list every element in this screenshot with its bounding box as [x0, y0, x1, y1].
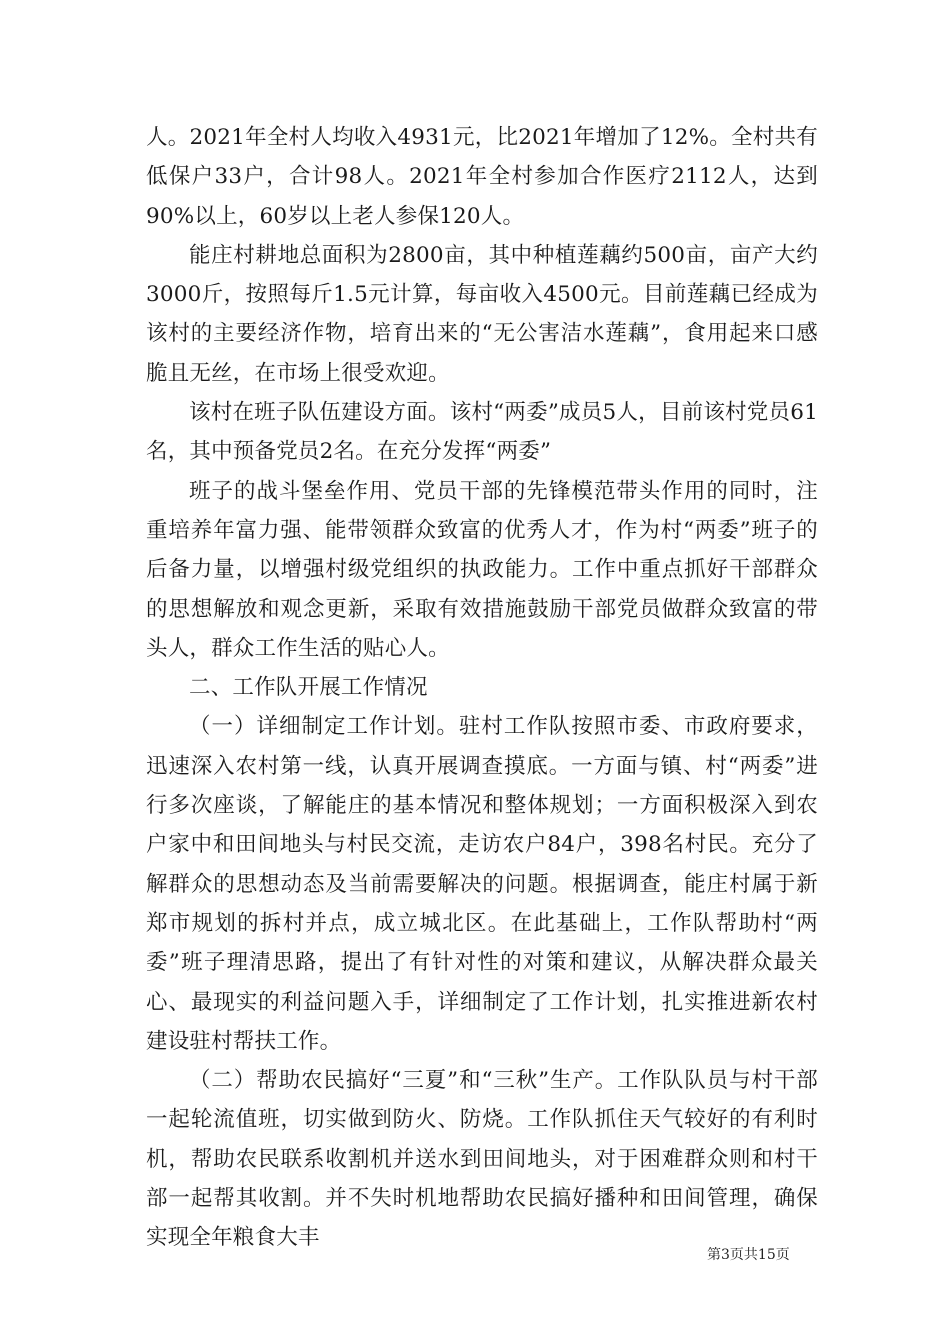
paragraph-income-statistics: 人。2021年全村人均收入4931元，比2021年增加了12%。全村共有低保户33户，合计98人。2021年全村参加合作医疗2112人，达到90%以上，60岁以上老人参保120人。 — [146, 125, 818, 229]
section-heading-work-status: 二、工作队开展工作情况 — [189, 675, 428, 701]
paragraph-farmland-lotus: 能庄村耕地总面积为2800亩，其中种植莲藕约500亩，亩产大约3000斤，按照每斤1.5元计算，每亩收入4500元。目前莲藕已经成为该村的主要经济作物，培育出来的“无公害洁水莲藕”，食用起来口感脆且无丝，在市场上很受欢迎。 — [146, 242, 818, 386]
paragraph-work-plan: （一）详细制定工作计划。驻村工作队按照市委、市政府要求，迅速深入农村第一线，认真开展调查摸底。一方面与镇、村“两委”进行多次座谈，了解能庄的基本情况和整体规划；一方面积极深入到农户家中和田间地头与村民交流，走访农户84户，398名村民。充分了解群众的思想动态及当前需要解决的问题。根据调查，能庄村属于新郑市规划的拆村并点，成立城北区。在此基础上，工作队帮助村“两委”班子理清思路，提出了有针对性的对策和建议，从解决群众最关心、最现实的利益问题入手，详细制定了工作计划，扎实推进新农村建设驻村帮扶工作。 — [146, 714, 818, 1054]
paragraph-party-role: 班子的战斗堡垒作用、党员干部的先锋模范带头作用的同时，注重培养年富力强、能带领群众致富的优秀人才，作为村“两委”班子的后备力量，以增强村级党组织的执政能力。工作中重点抓好干部群众的思想解放和观念更新，采取有效措施鼓励干部党员做群众致富的带头人，群众工作生活的贴心人。 — [146, 478, 818, 661]
paragraph-team-building: 该村在班子队伍建设方面。该村“两委”成员5人，目前该村党员61名，其中预备党员2名。在充分发挥“两委” — [146, 400, 818, 465]
document-body — [146, 118, 818, 1258]
paragraph-harvest-help: （二）帮助农民搞好“三夏”和“三秋”生产。工作队队员与村干部一起轮流值班，切实做到防火、防烧。工作队抓住天气较好的有利时机，帮助农民联系收割机并送水到田间地头，对于困难群众则和村干部一起帮其收割。并不失时机地帮助农民搞好播种和田间管理，确保实现全年粮食大丰 — [146, 1068, 818, 1251]
page-number: 第3页共15页 — [707, 1247, 790, 1263]
